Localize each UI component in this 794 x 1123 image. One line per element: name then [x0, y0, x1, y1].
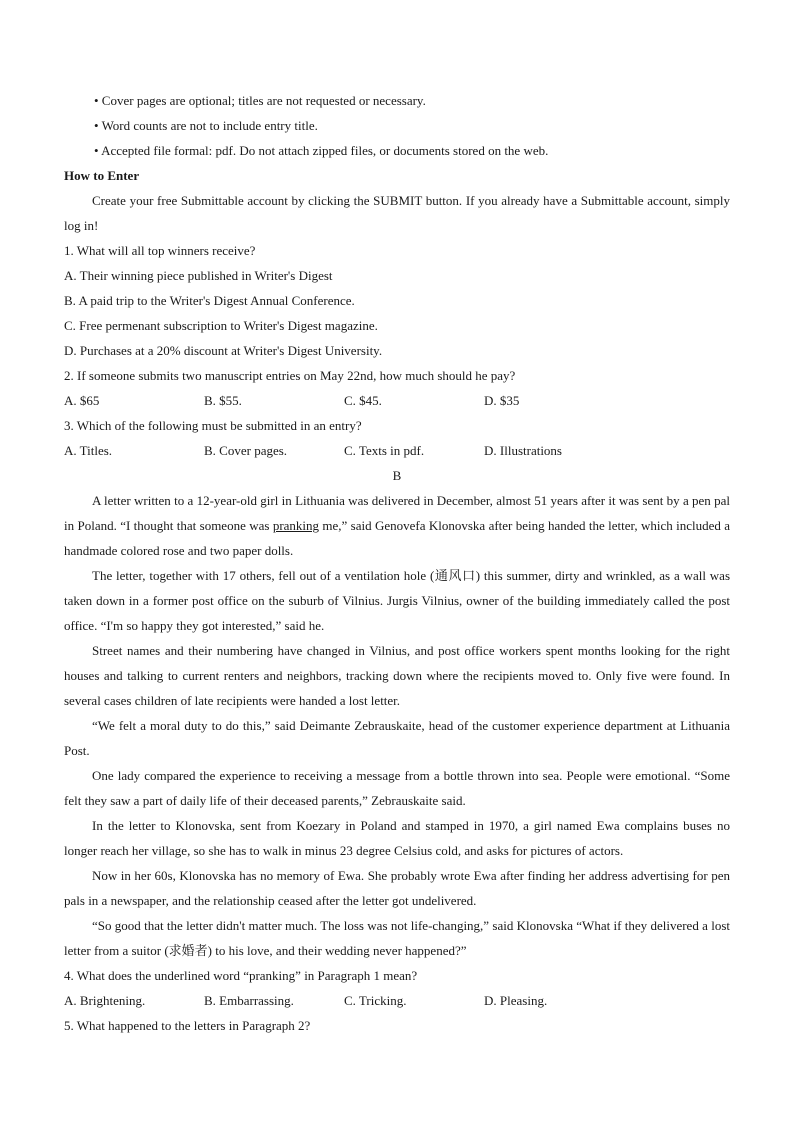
bullet-item: • Word counts are not to include entry title.	[94, 118, 318, 133]
answer-option: C. Texts in pdf.	[344, 443, 425, 458]
passage-paragraph: A letter written to a 12-year-old girl in Lithuania was delivered in December, almost 51 years after it was sent by a pen pal in Poland. “I thought that someone was pranking me,” said Genovefa Klonovska after being handed the letter, which included a handmade colored rose and two paper dolls.	[64, 493, 731, 558]
section-heading: How to Enter	[64, 168, 140, 183]
question-stem: 1. What will all top winners receive?	[64, 243, 256, 258]
bullet-item: • Accepted file formal: pdf. Do not attach zipped files, or documents stored on the web.	[94, 143, 549, 158]
question-stem: 4. What does the underlined word “pranking” in Paragraph 1 mean?	[64, 968, 418, 983]
how-to-enter-paragraph: Create your free Submittable account by clicking the SUBMIT button. If you already have a Submittable account, simply log in!	[64, 193, 730, 233]
section-label: B	[392, 468, 402, 483]
passage-paragraph: The letter, together with 17 others, fell out of a ventilation hole (通风口) this summer, dirty and wrinkled, as a wall was taken down in a former post office on the suburb of Vilnius. Jurgis Vilnius, owner of the building immediately called the post office. “I'm so happy they got interested,” said he.	[64, 568, 730, 633]
passage-paragraph: Street names and their numbering have changed in Vilnius, and post office workers spent months looking for the right houses and talking to current renters and neighbors, tracking down where the recipients moved to. Only five were found. In several cases children of late recipients were handed a lost letter.	[64, 643, 730, 708]
answer-option: C. Tricking.	[344, 993, 407, 1008]
answer-option: D. Purchases at a 20% discount at Writer's Digest University.	[64, 343, 383, 358]
answer-options-row	[64, 988, 730, 1013]
answer-option: C. $45.	[344, 393, 382, 408]
answer-option: B. A paid trip to the Writer's Digest Annual Conference.	[64, 293, 355, 308]
question-stem: 5. What happened to the letters in Paragraph 2?	[64, 1018, 311, 1033]
answer-option: A. Their winning piece published in Writer's Digest	[64, 268, 333, 283]
answer-option: D. $35	[484, 393, 520, 408]
answer-option: B. $55.	[204, 393, 242, 408]
bullet-item: • Cover pages are optional; titles are not requested or necessary.	[94, 93, 426, 108]
answer-option: A. Titles.	[64, 443, 113, 458]
answer-option: A. Brightening.	[64, 993, 146, 1008]
answer-options-row	[64, 438, 730, 463]
answer-option: A. $65	[64, 393, 100, 408]
passage-paragraph: In the letter to Klonovska, sent from Koezary in Poland and stamped in 1970, a girl named Ewa complains buses no longer reach her village, so she has to walk in minus 23 degree Celsius cold, and asks for pictures of actors.	[64, 818, 730, 858]
passage-paragraph: One lady compared the experience to receiving a message from a bottle thrown into sea. People were emotional. “Some felt they saw a part of daily life of their deceased parents,” Zebrauskaite said.	[64, 768, 730, 808]
question-stem: 3. Which of the following must be submitted in an entry?	[64, 418, 362, 433]
answer-option: B. Cover pages.	[204, 443, 288, 458]
answer-option: D. Illustrations	[484, 443, 562, 458]
answer-option: C. Free permenant subscription to Writer's Digest magazine.	[64, 318, 378, 333]
answer-option: D. Pleasing.	[484, 993, 548, 1008]
passage-paragraph: Now in her 60s, Klonovska has no memory of Ewa. She probably wrote Ewa after finding her address advertising for pen pals in a newspaper, and the relationship ceased after the letter got undelivered.	[64, 868, 730, 908]
answer-option: B. Embarrassing.	[204, 993, 294, 1008]
question-stem: 2. If someone submits two manuscript entries on May 22nd, how much should he pay?	[64, 368, 516, 383]
answer-options-row	[64, 388, 730, 413]
passage-paragraph: “So good that the letter didn't matter much. The loss was not life-changing,” said Klonovska “What if they delivered a lost letter from a suitor (求婚者) to his love, and their wedding never happened?”	[64, 918, 730, 958]
document-page	[64, 88, 730, 1038]
underlined-word: pranking	[272, 518, 320, 533]
passage-paragraph: “We felt a moral duty to do this,” said Deimante Zebrauskaite, head of the customer experience department at Lithuania Post.	[64, 718, 730, 758]
